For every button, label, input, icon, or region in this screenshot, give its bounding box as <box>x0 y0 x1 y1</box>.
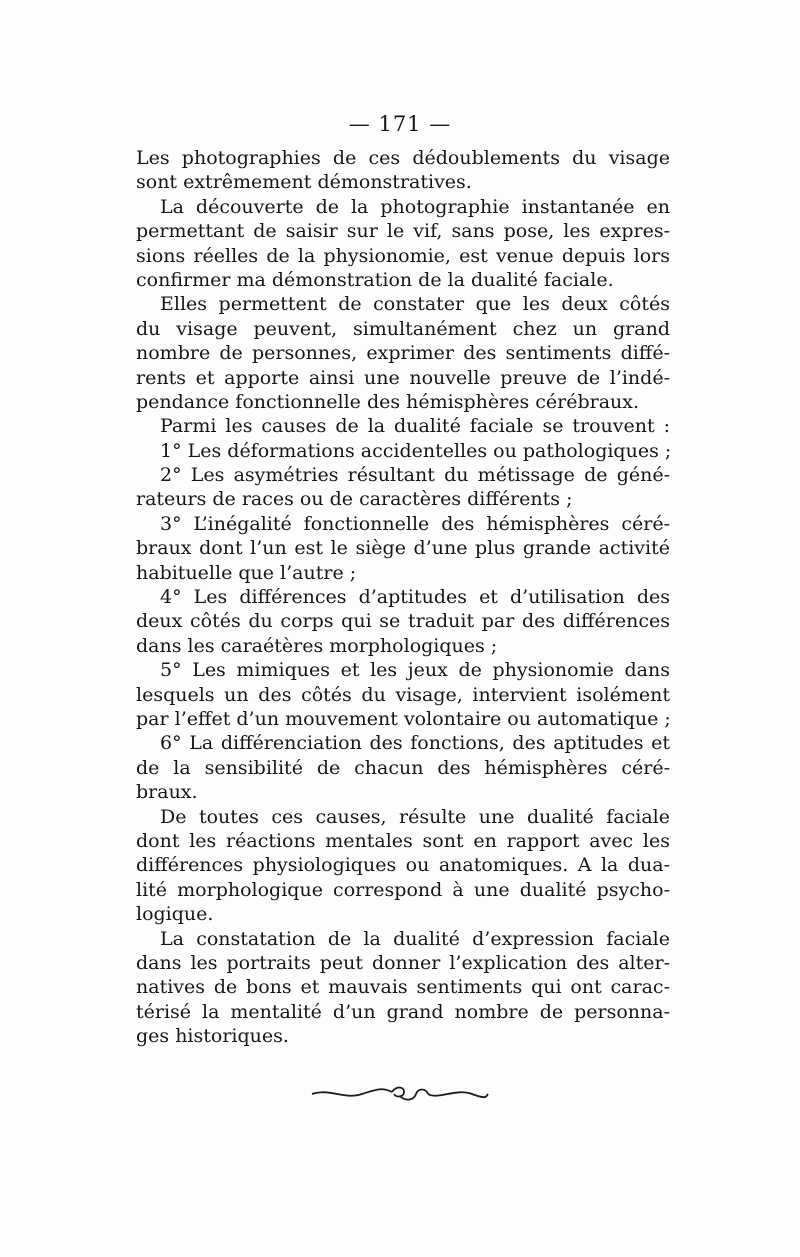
text-line: par l’effet d’un mouvement volontaire ou automatique ; <box>136 707 671 730</box>
text-line: sont extrêmement démonstratives. <box>136 171 472 194</box>
text-line: ges historiques. <box>136 1025 289 1048</box>
text-line: térisé la mentalité d’un grand nombre de personna- <box>136 1000 670 1023</box>
text-line: 3° L’inégalité fonctionnelle des hémisphères céré- <box>160 512 670 535</box>
body-text <box>136 146 670 1048</box>
text-line: sions réelles de la physionomie, est venue depuis lors <box>136 244 670 267</box>
text-line: Parmi les causes de la dualité faciale se trouvent : <box>160 415 670 438</box>
text-line: confirmer ma démonstration de la dualité faciale. <box>136 268 614 291</box>
text-line: rents et apporte ainsi une nouvelle preuve de l’indé- <box>136 366 670 389</box>
text-line: 6° La différenciation des fonctions, des aptitudes et <box>160 732 670 755</box>
text-line: Les photographies de ces dédoublements du visage <box>136 147 670 169</box>
text-line: braux dont l’un est le siège d’une plus grande activité <box>136 537 670 560</box>
text-line: nombre de personnes, exprimer des sentiments diffé- <box>136 342 670 365</box>
text-line: du visage peuvent, simultanément chez un grand <box>136 317 670 340</box>
text-line: dans les portraits peut donner l’explication des alter- <box>136 951 670 974</box>
text-line: rateurs de races ou de caractères différents ; <box>136 488 573 511</box>
text-line: logique. <box>136 903 214 926</box>
text-line: La découverte de la photographie instantanée en <box>160 195 670 218</box>
text-line: permettant de saisir sur le vif, sans pose, les expres- <box>136 220 670 243</box>
text-line: 5° Les mimiques et les jeux de physionomie dans <box>160 659 670 682</box>
text-line: natives de bons et mauvais sentiments qui ont carac- <box>136 976 670 999</box>
text-line: lité morphologique correspond à une dualité psycho- <box>136 878 670 901</box>
text-line: lesquels un des côtés du visage, intervient isolément <box>136 683 670 706</box>
page-number: — 171 — <box>348 112 452 136</box>
text-line: dont les réactions mentales sont en rapport avec les <box>136 829 670 852</box>
text-line: habituelle que l’autre ; <box>136 561 357 584</box>
text-line: dans les caraétères morphologiques ; <box>136 634 498 657</box>
text-line: de la sensibilité de chacun des hémisphères céré- <box>136 756 670 779</box>
text-line: De toutes ces causes, résulte une dualité faciale <box>160 805 670 828</box>
text-line: 4° Les différences d’aptitudes et d’utilisation des <box>160 586 670 609</box>
text-line: braux. <box>136 781 198 804</box>
text-line: 2° Les asymétries résultant du métissage de géné- <box>160 464 670 487</box>
tailpiece-flourish-icon <box>310 1082 490 1106</box>
text-line: différences physiologiques ou anatomiques. A la dua- <box>136 854 670 877</box>
text-line: pendance fonctionnelle des hémisphères cérébraux. <box>136 390 640 413</box>
text-line: deux côtés du corps qui se traduit par des différences <box>136 610 670 633</box>
text-line: Elles permettent de constater que les deux côtés <box>160 293 670 316</box>
text-line: 1° Les déformations accidentelles ou pathologiques ; <box>160 439 672 462</box>
text-line: La constatation de la dualité d’expression faciale <box>160 927 670 950</box>
